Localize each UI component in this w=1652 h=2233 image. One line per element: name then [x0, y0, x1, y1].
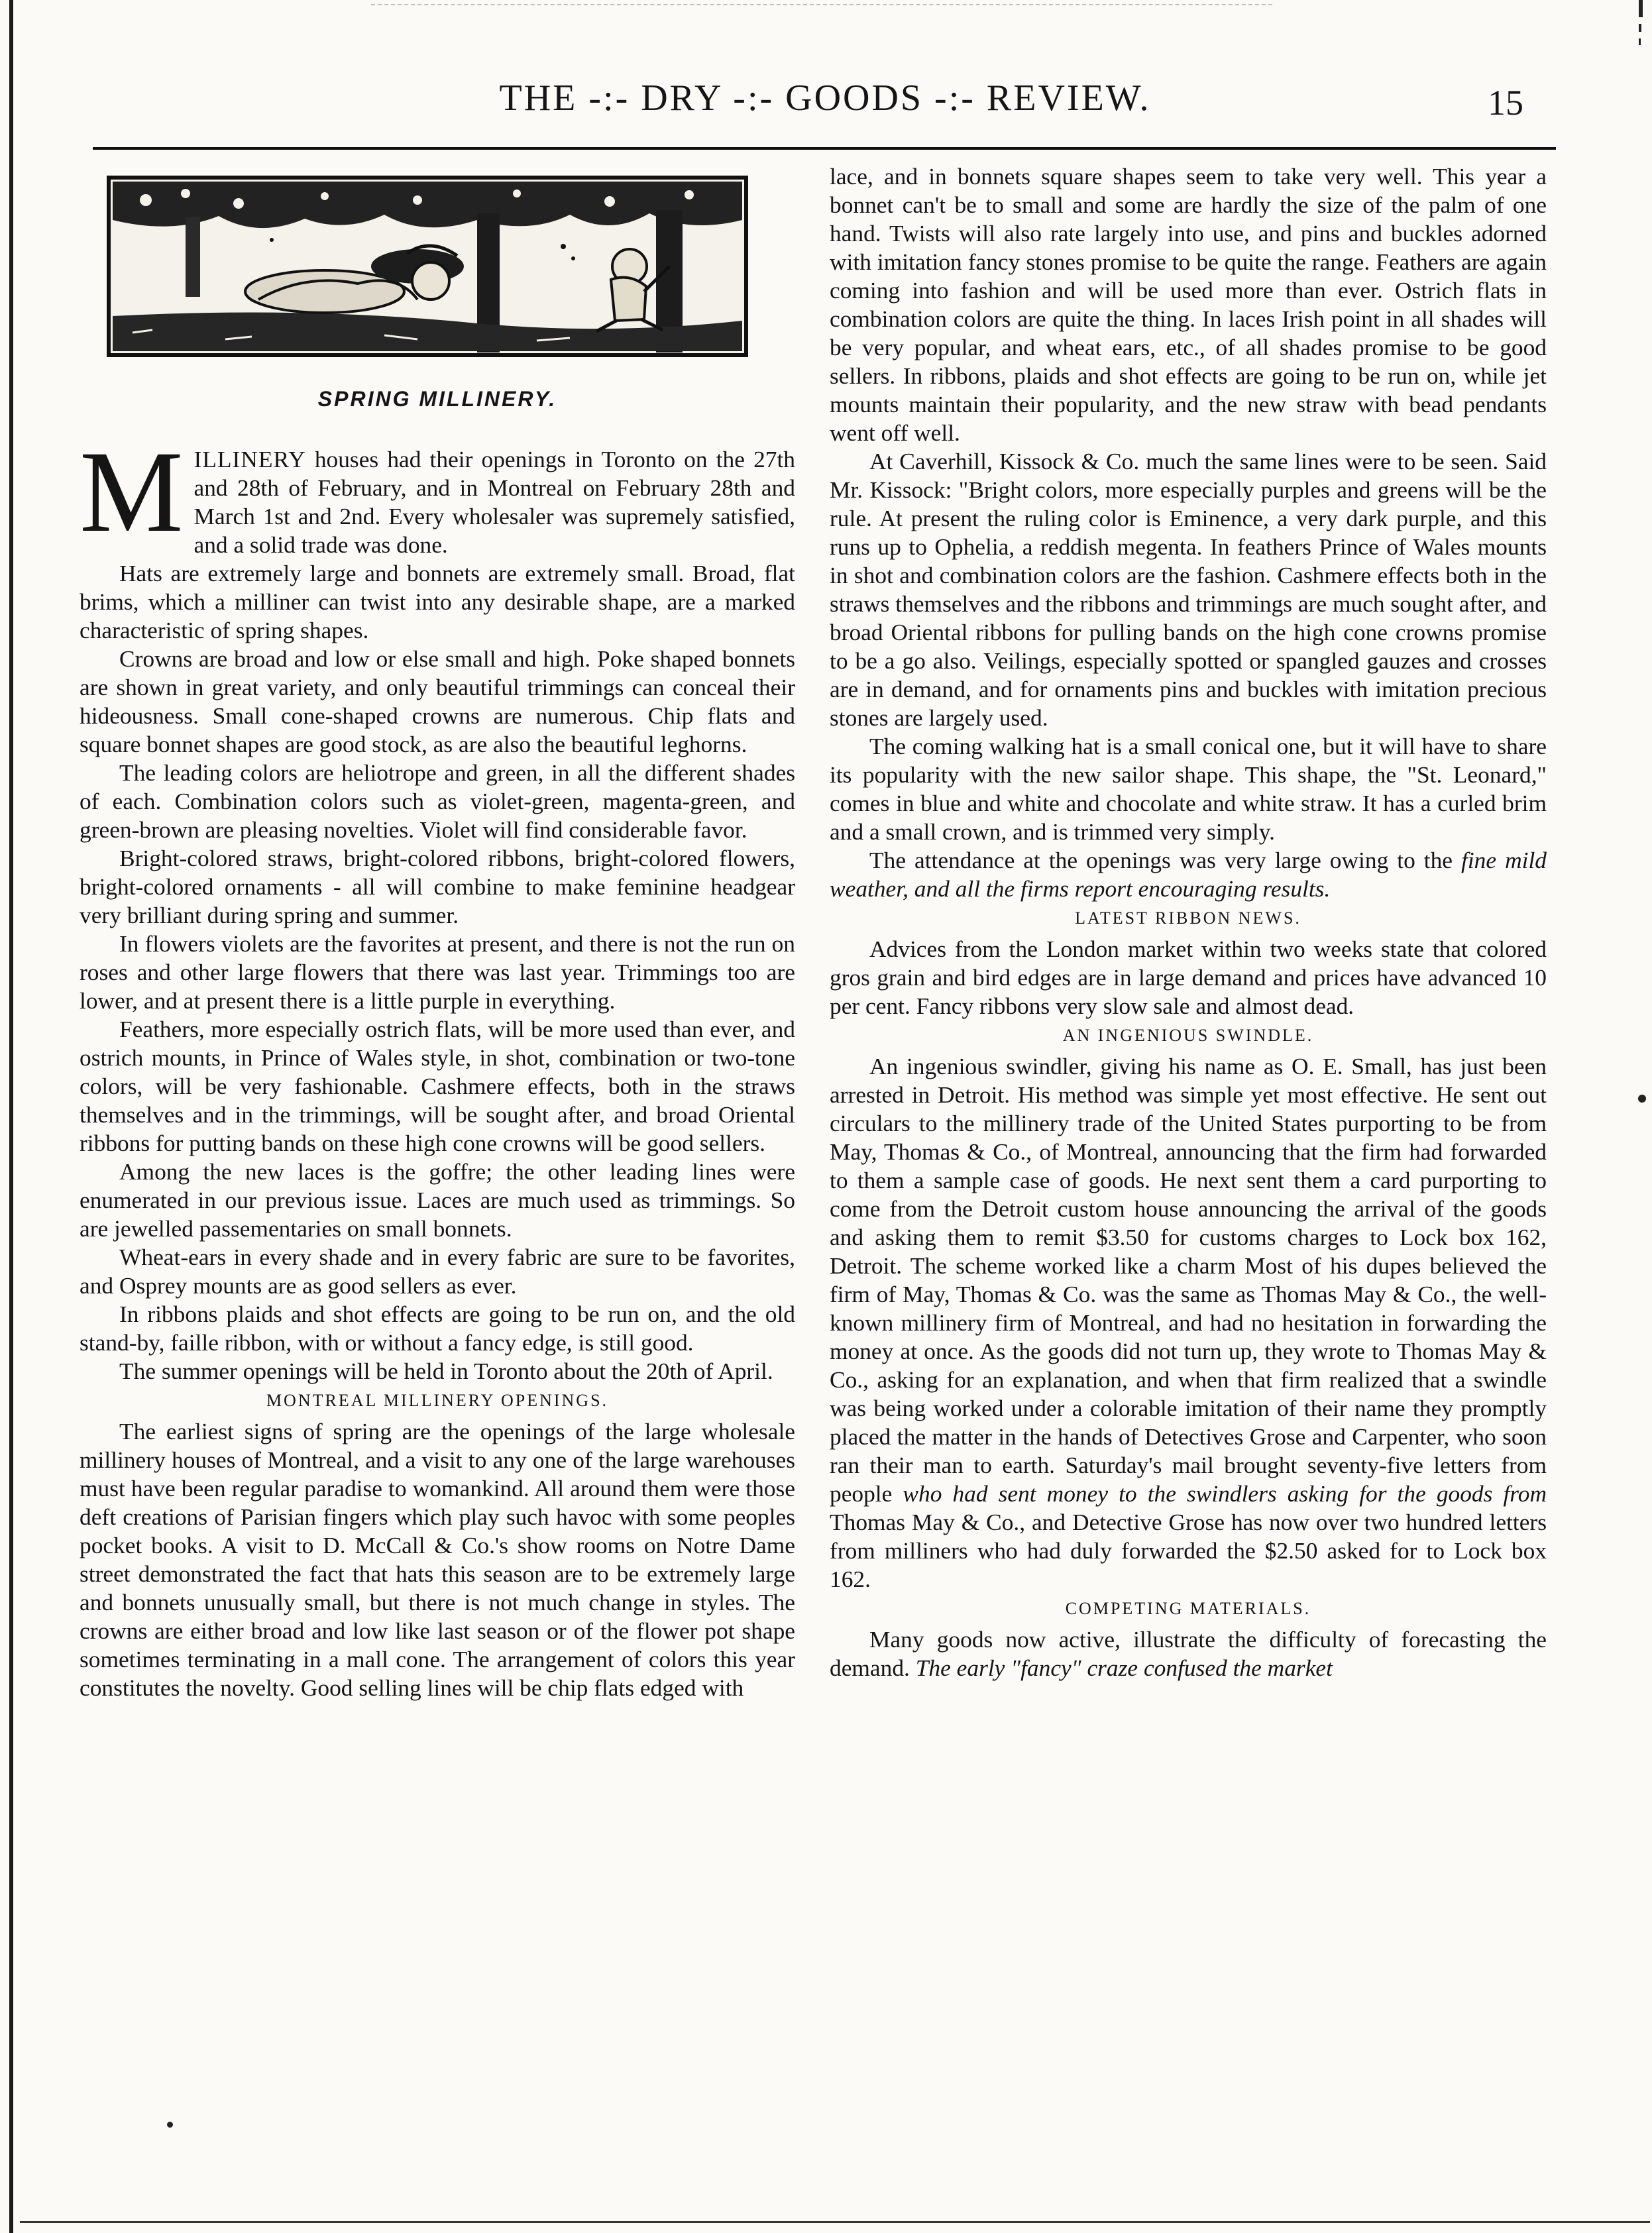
left-column — [80, 159, 795, 1702]
attendance-text: The attendance at the openings was very large owing to the — [869, 847, 1462, 873]
article-paragraph — [830, 1625, 1547, 1682]
scan-speck — [1638, 1095, 1646, 1103]
running-title: THE -:- DRY -:- GOODS -:- REVIEW. — [499, 78, 1151, 119]
article-paragraph: Crowns are broad and low or else small and high. Poke shaped bonnets are shown in great variety, and only beautiful trimmings can conceal their hideousness. Small cone-shaped crowns are numerous. Chip flats and square bonnet shapes are good stock, as are also the beautiful leghorns. — [80, 645, 795, 757]
drop-cap: M — [80, 427, 184, 557]
article-paragraph: Advices from the London market within two weeks state that colored gros grain and bird edges are in large demand and prices have advanced 10 per cent. Fancy ribbons very slow sale and almost dead. — [830, 936, 1547, 1019]
section-heading-ribbon: LATEST RIBBON NEWS. — [1075, 908, 1301, 928]
article-paragraph — [830, 1052, 1547, 1594]
article-paragraph: Hats are extremely large and bonnets are extremely small. Broad, flat brims, which a milliner can twist into any desirable shape, are a marked characteristic of spring shapes. — [80, 560, 795, 643]
right-edge-scan-marks — [1639, 0, 1648, 53]
section-heading-montreal: MONTREAL MILLINERY OPENINGS. — [266, 1391, 609, 1410]
lead-paragraph — [80, 427, 795, 559]
article-paragraph: In ribbons plaids and shot effects are going to be run on, and the old stand-by, faille ribbon, with or without a fancy edge, is still good. — [80, 1301, 795, 1356]
article-paragraph: Feathers, more especially ostrich flats, will be more used than ever, and ostrich mounts, in Prince of Wales style, in shot, combination or two-tone colors, will be very fashionable. Cashmere effects, both in the straws themselves and in the trimmings, will be sought after, and broad Oriental ribbons for putting bands on these high cone crowns will be good sellers. — [80, 1016, 795, 1156]
woodcut-illustration — [106, 174, 749, 359]
attendance-italic: fine mild weather, and all the firms report encouraging results. — [830, 847, 1547, 902]
page-number: 15 — [1488, 83, 1523, 123]
right-column — [830, 162, 1547, 1682]
article-paragraph: The coming walking hat is a small conical one, but it will have to share its popularity with the new sailor shape. This shape, the "St. Leonard," comes in blue and white and chocolate and white straw. It has a curled brim and a small crown, and is trimmed very simply. — [830, 733, 1547, 845]
article-paragraph: Bright-colored straws, bright-colored ribbons, bright-colored flowers, bright-colored ornaments - all will combine to make feminine headgear very brilliant during spring and summer. — [80, 845, 795, 928]
lead-text: houses had their openings in Toronto on the 27th and 28th of February, and in Montreal on February 28th and March 1st and 2nd. Every wholesaler was supremely satisfied, and a solid trade was done. — [193, 446, 795, 558]
section-heading-competing: COMPETING MATERIALS. — [1065, 1599, 1311, 1618]
article-paragraph: lace, and in bonnets square shapes seem to take very well. This year a bonnet can't be to small and some are hardly the size of the palm of one hand. Twists will also rate largely into use, and pins and buckles adorned with imitation fancy stones promise to be quite the range. Feathers are again coming into fashion and will be used more than ever. Ostrich flats in combination colors are quite the thing. In laces Irish point in all shades will be very popular, and wheat ears, etc., of all shades promise to be good sellers. In ribbons, plaids and shot effects are going to be run on, while jet mounts maintain their popularity, and the new straw with bead pendants went off well. — [830, 163, 1547, 446]
top-scan-border — [371, 4, 1272, 5]
article-paragraph: At Caverhill, Kissock & Co. much the same lines were to be seen. Said Mr. Kissock: "Bright colors, more especially purples and greens will be the rule. At present the ruling color is Eminence, a very dark purple, and this runs up to Ophelia, a reddish megenta. In feathers Prince of Wales mounts in shot and combination colors are the fashion. Cashmere effects both in the straws themselves and the ribbons and trimmings are much sought after, and broad Oriental ribbons for pulling bands on the high cone crowns promise to be a go also. Veilings, especially spotted or spangled gauzes and crosses are in demand, and for ornaments pins and buckles with imitation precious stones are largely used. — [830, 448, 1547, 731]
article-paragraph: Wheat-ears in every shade and in every fabric are sure to be favorites, and Osprey mounts are as good sellers as ever. — [80, 1244, 795, 1299]
article-paragraph — [830, 846, 1547, 903]
competing-text: Many goods now active, illustrate the difficulty of forecasting the demand. — [830, 1626, 1547, 1681]
swindle-italic: who had sent money to the swindlers asking for the goods from — [903, 1480, 1547, 1507]
header-rule — [93, 147, 1556, 150]
feature-title: SPRING MILLINERY. — [317, 387, 557, 411]
scan-speck — [167, 2122, 173, 2128]
bottom-scan-border — [20, 2221, 1650, 2223]
article-paragraph: The earliest signs of spring are the openings of the large wholesale millinery houses of Montreal, and a visit to any one of the large warehouses must have been regular paradise to womankind. All around them were those deft creations of Parisian fingers which play such havoc with some peoples pocket books. A visit to D. McCall & Co.'s show rooms on Notre Dame street demonstrated the fact that hats this season are to be extremely large and bonnets unusually small, but there is not much change in styles. The crowns are either broad and low like last season or of the flower pot shape sometimes terminating in a mall cone. The arrangement of colors this year constitutes the novelty. Good selling lines will be chip flats edged with — [80, 1418, 795, 1701]
section-heading-swindle: AN INGENIOUS SWINDLE. — [1062, 1026, 1314, 1045]
swindle-text: An ingenious swindler, giving his name as O. E. Small, has just been arrested in Detroit. His method was simple yet most effective. He sent out circulars to the millinery trade of the United States purporting to be from May, Thomas & Co., of Montreal, announcing that the firm had forwarded to them a sample case of goods. He next sent them a card purporting to come from the Detroit custom house announcing the arrival of the goods and asking them to remit $3.50 for customs charges to Lock box 162, Detroit. The scheme worked like a charm Most of his dupes believed the firm of May, Thomas & Co. was the same as Thomas May & Co., the well-known millinery firm of Montreal, and had no hesitation in forwarding the money at once. As the goods did not turn up, they wrote to Thomas May & Co., asking for an explanation, and when that firm realized that a swindle was being worked under a colorable imitation of their name they promptly placed the matter in the hands of Detectives Grose and Carpenter, who soon ran their man to earth. Saturday's mail brought seventy-five letters from people — [830, 1053, 1547, 1507]
left-binding-edge — [9, 0, 13, 2233]
competing-italic: The early "fancy" craze confused the market — [915, 1655, 1333, 1681]
article-paragraph: Among the new laces is the goffre; the other leading lines were enumerated in our previous issue. Laces are much used as trimmings. So are jewelled passementaries on small bonnets. — [80, 1158, 795, 1242]
article-paragraph: In flowers violets are the favorites at present, and there is not the run on roses and other large flowers that there was last year. Trimmings too are lower, and at present there is a little purple in everything. — [80, 930, 795, 1014]
article-paragraph: The summer openings will be held in Toronto about the 20th of April. — [119, 1358, 773, 1384]
lead-smallcaps: ILLINERY — [193, 446, 306, 472]
article-paragraph: The leading colors are heliotrope and green, in all the different shades of each. Combination colors such as violet-green, magenta-green, and green-brown are pleasing novelties. Violet will find considerable favor. — [80, 759, 795, 843]
swindle-text-end: Thomas May & Co., and Detective Grose has now over two hundred letters from milliners who had duly forwarded the $2.50 asked for to Lock box 162. — [830, 1509, 1547, 1592]
